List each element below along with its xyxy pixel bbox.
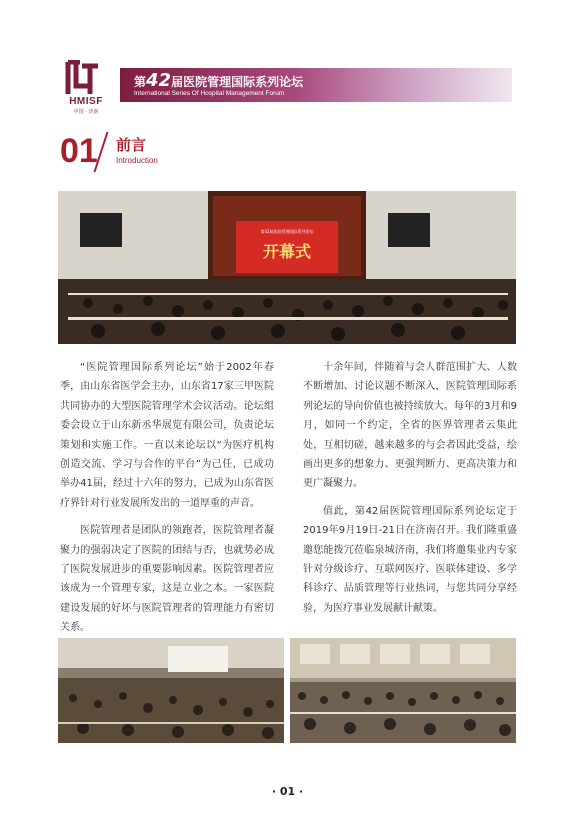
section-number: 01 — [60, 132, 98, 170]
title-number: 42 — [146, 70, 172, 91]
screen-caption: 第42届医院管理国际系列论坛 — [260, 229, 314, 234]
logo-subtext: 中国 · 济南 — [73, 109, 99, 115]
title-prefix: 第 — [134, 75, 147, 89]
conference-hall-photo-right — [290, 638, 516, 743]
paragraph: “医院管理国际系列论坛”始于2002年春季，由山东省医学会主办，山东省17家三甲医院共同协办的大型医院管理学术会议活动。论坛组委会设立于山东新丞华展览有限公司，负责论坛策划和实施工作。一直以来论坛以“为医疗机构创造交流、学习与合作的平台”为己任，已成功举办41届，经过十六年的努力，已成为山东省医疗界针对行业发展所发出的一道厚重的声音。 — [60, 362, 274, 509]
paragraph: 医院管理者是团队的领跑者，医院管理者凝聚力的强弱决定了医院的团结与否，也就势必成了医院发展进步的重要影响因素。医院管理者应该成为一个管理专家，这是立业之本。一家医院建设发展的好坏与医院管理者的管理能力有密切关系。 — [60, 525, 274, 634]
title-suffix: 届医院管理国际系列论坛 — [171, 75, 304, 89]
forum-title — [134, 70, 303, 91]
logo-text: HMISF — [69, 96, 103, 107]
screen-title: 开幕式 — [262, 242, 312, 261]
section-title-en: Introduction — [116, 156, 158, 165]
paragraph: 十余年间，伴随着与会人群范围扩大、人数不断增加、讨论议题不断深入，医院管理国际系列论坛的导向价值也被持续放大。每年的3月和9月，如同一个约定，全省的医界管理者云集此处，互相切磋，越来越多的与会者因此受益，绘画出更多的想象力、更强判断力、更高决策力和更广凝聚力。 — [303, 362, 517, 490]
paragraph: 值此，第42届医院管理国际系列论坛定于2019年9月19日-21日在济南召开。我们隆重盛邀您能拨冗莅临泉城济南，我们将邀集业内专家针对分级诊疗、互联网医疗、医联体建设、多学科诊疗、品质管理等行业热词，与您共同分享经验，为医疗事业发展献计献策。 — [303, 505, 517, 614]
page-number: · 01 · — [271, 785, 304, 798]
conference-hall-photo-left — [58, 638, 284, 743]
intro-left-column — [60, 358, 274, 646]
section-title: 前言 — [116, 136, 147, 154]
intro-right-column — [303, 358, 517, 626]
forum-subtitle: International Series Of Hospital Management Forum — [134, 90, 285, 97]
opening-ceremony-photo — [58, 191, 516, 344]
